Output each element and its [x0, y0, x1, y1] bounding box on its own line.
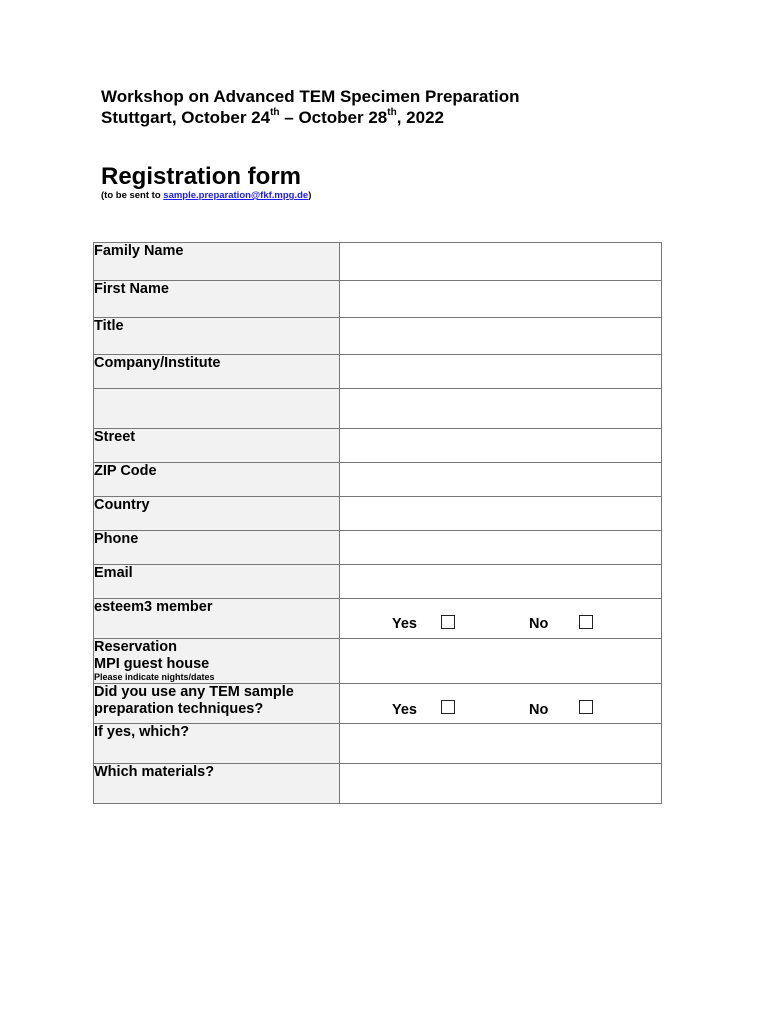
send-to-note [101, 190, 311, 201]
send-to-suffix: ) [308, 190, 312, 201]
row-materials [94, 764, 662, 804]
field-email[interactable] [340, 565, 662, 599]
field-company[interactable] [340, 355, 662, 389]
label-blank [94, 389, 340, 429]
row-if-yes [94, 724, 662, 764]
techniques-options [340, 684, 662, 724]
row-email [94, 565, 662, 599]
field-country[interactable] [340, 497, 662, 531]
registration-table [93, 242, 662, 804]
row-title [94, 318, 662, 355]
row-company [94, 355, 662, 389]
row-techniques [94, 684, 662, 724]
row-first-name [94, 281, 662, 318]
field-phone[interactable] [340, 531, 662, 565]
ordinal-suffix: th [387, 107, 397, 119]
send-to-prefix: (to be sent to [101, 190, 164, 201]
esteem-yes-label: Yes [392, 616, 417, 632]
dates-end: – October 28 [279, 108, 388, 127]
label-zip: ZIP Code [94, 463, 340, 497]
techniques-yes-checkbox[interactable] [441, 700, 455, 714]
row-reservation [94, 639, 662, 684]
label-techniques [94, 684, 340, 724]
row-street [94, 429, 662, 463]
dates-year: , 2022 [396, 108, 444, 127]
row-zip [94, 463, 662, 497]
esteem-no-label: No [529, 616, 549, 632]
label-phone: Phone [94, 531, 340, 565]
row-family-name [94, 243, 662, 281]
label-reservation [94, 639, 340, 684]
field-family-name[interactable] [340, 243, 662, 281]
field-title[interactable] [340, 318, 662, 355]
label-country: Country [94, 497, 340, 531]
page-title: Registration form [101, 163, 302, 190]
reservation-line1: Reservation [94, 639, 178, 655]
workshop-title: Workshop on Advanced TEM Specimen Preparation [101, 87, 520, 106]
techniques-line2: preparation techniques? [94, 701, 264, 717]
field-company-extra[interactable] [340, 389, 662, 429]
label-title: Title [94, 318, 340, 355]
field-zip[interactable] [340, 463, 662, 497]
reservation-line2: MPI guest house [94, 656, 210, 672]
techniques-no-label: No [529, 702, 549, 718]
esteem-yes-checkbox[interactable] [441, 615, 455, 629]
reservation-note: Please indicate nights/dates [94, 672, 215, 682]
row-country [94, 497, 662, 531]
field-reservation[interactable] [340, 639, 662, 684]
email-link[interactable]: sample.preparation@fkf.mpg.de [163, 190, 309, 201]
field-materials[interactable] [340, 764, 662, 804]
esteem-no-checkbox[interactable] [579, 615, 593, 629]
workshop-header [101, 86, 519, 128]
techniques-no-checkbox[interactable] [579, 700, 593, 714]
field-if-yes[interactable] [340, 724, 662, 764]
row-phone [94, 531, 662, 565]
label-first-name: First Name [94, 281, 340, 318]
field-street[interactable] [340, 429, 662, 463]
row-company-extra [94, 389, 662, 429]
label-esteem: esteem3 member [94, 599, 340, 639]
techniques-yes-label: Yes [392, 702, 417, 718]
esteem-options [340, 599, 662, 639]
workshop-dates [101, 107, 519, 128]
techniques-line1: Did you use any TEM sample [94, 684, 294, 700]
label-company: Company/Institute [94, 355, 340, 389]
label-email: Email [94, 565, 340, 599]
label-family-name: Family Name [94, 243, 340, 281]
field-first-name[interactable] [340, 281, 662, 318]
dates-start: Stuttgart, October 24 [101, 108, 271, 127]
ordinal-suffix: th [270, 107, 280, 119]
row-esteem [94, 599, 662, 639]
label-street: Street [94, 429, 340, 463]
label-if-yes: If yes, which? [94, 724, 340, 764]
label-materials: Which materials? [94, 764, 340, 804]
